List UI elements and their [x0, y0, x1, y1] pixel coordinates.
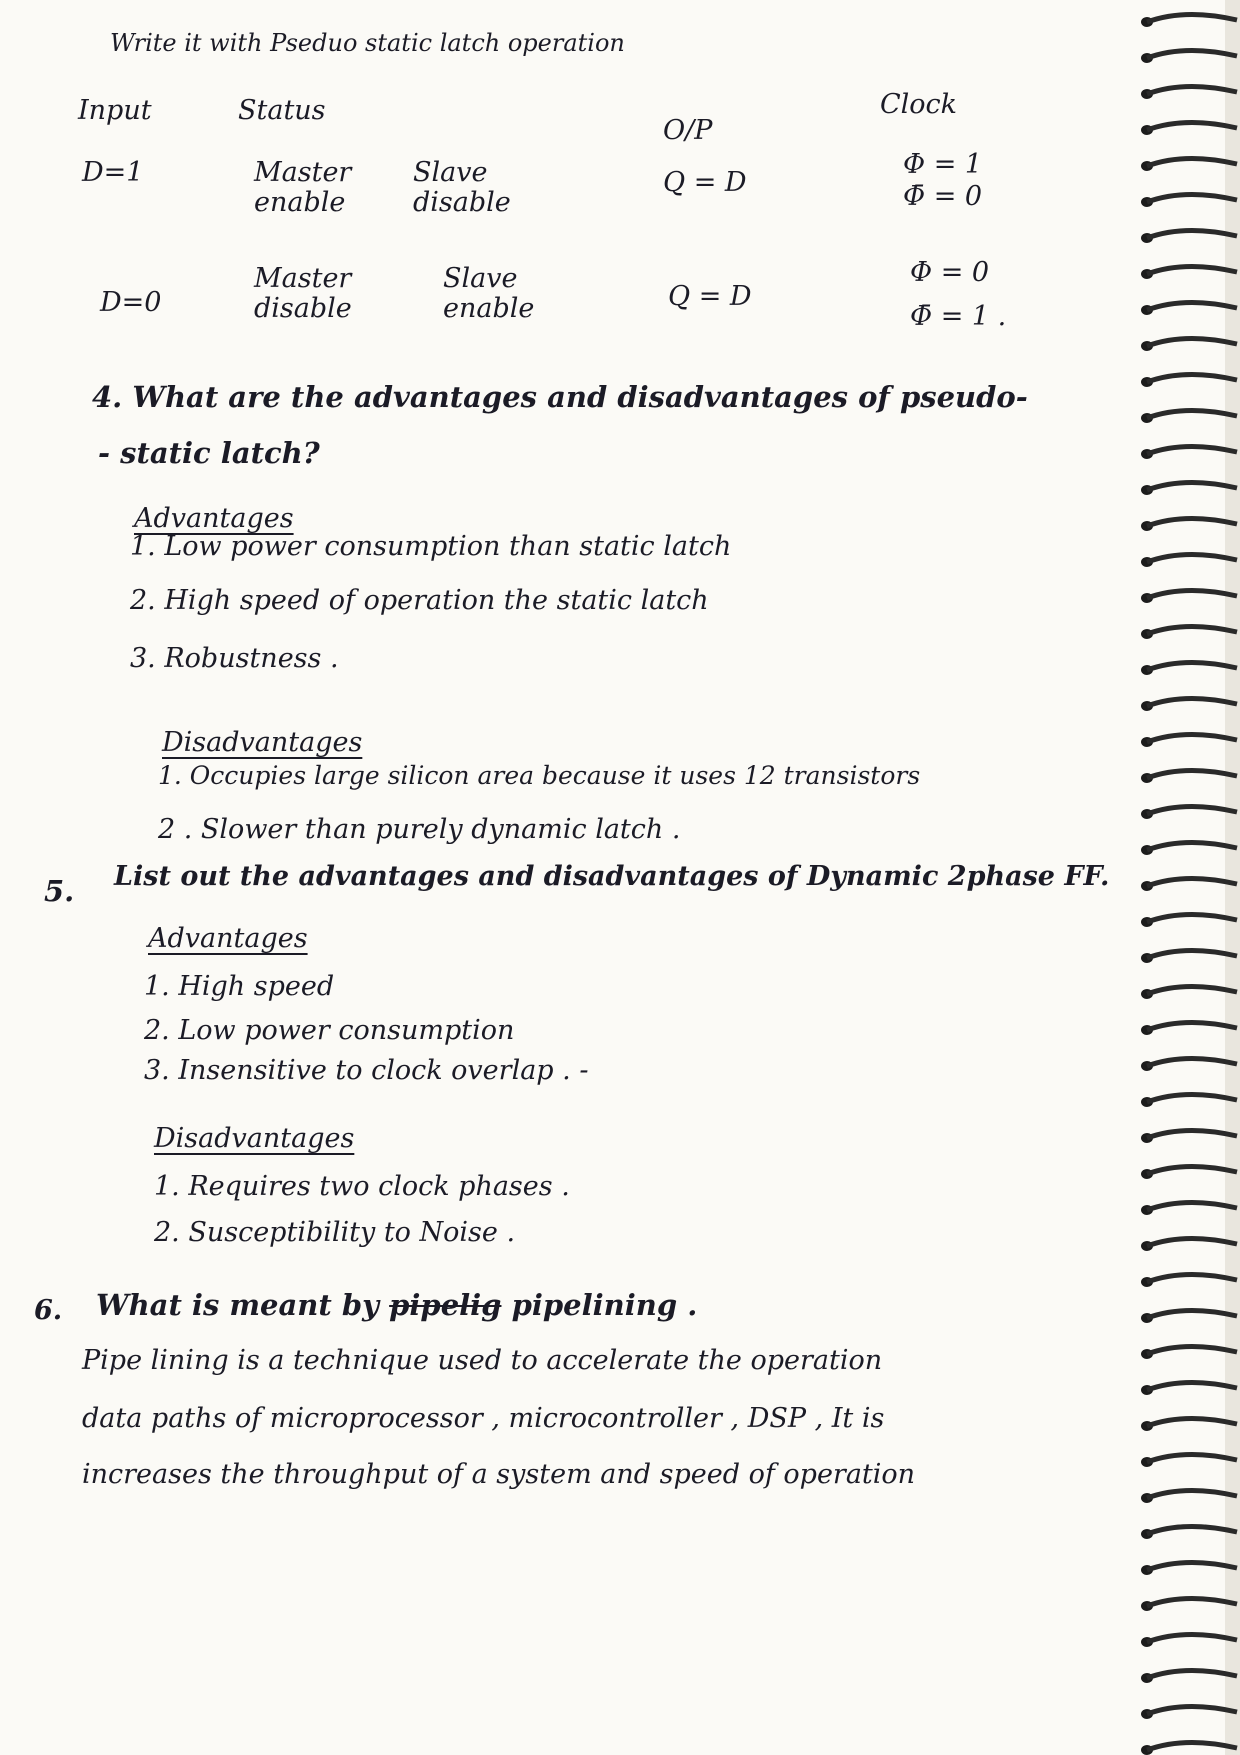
spiral-ring [1147, 770, 1237, 778]
spiral-ring [1147, 410, 1237, 418]
q6-answer-line3: increases the throughput of a system and speed of operation [82, 1459, 916, 1490]
spiral-ring [1147, 1562, 1237, 1570]
spiral-ring [1147, 158, 1237, 166]
spiral-ring [1147, 86, 1237, 94]
q5-advantage-1: 1. High speed [144, 971, 335, 1002]
spiral-ring [1147, 1742, 1237, 1750]
q6-number: 6. [34, 1295, 63, 1326]
spiral-ring [1147, 1706, 1237, 1714]
row1-master: Master enable [254, 157, 352, 218]
q5-advantage-2: 2. Low power consumption [144, 1015, 515, 1046]
row1-slave: Slave disable [413, 157, 511, 218]
page-title: Write it with Pseduo static latch operation [110, 29, 625, 57]
q5-number: 5. [44, 874, 75, 908]
row2-slave: Slave enable [443, 263, 535, 324]
spiral-ring [1147, 14, 1237, 22]
row2-master: Master disable [254, 263, 352, 324]
spiral-ring [1147, 266, 1237, 274]
spiral-ring [1147, 1310, 1237, 1318]
q4-advantages-title: Advantages [134, 503, 294, 534]
header-clock: Clock [880, 89, 958, 120]
q5-disadvantage-2: 2. Susceptibility to Noise . [154, 1217, 516, 1248]
spiral-ring [1147, 1346, 1237, 1354]
row2-clock-phi: Φ = 0 [910, 257, 990, 288]
spiral-ring [1147, 842, 1237, 850]
spiral-ring [1147, 1598, 1237, 1606]
spiral-ring [1147, 302, 1237, 310]
spiral-ring [1147, 950, 1237, 958]
spiral-ring [1147, 986, 1237, 994]
spiral-ring [1147, 878, 1237, 886]
spiral-ring [1147, 698, 1237, 706]
spiral-ring [1147, 338, 1237, 346]
spiral-ring [1147, 1670, 1237, 1678]
spiral-ring [1147, 518, 1237, 526]
spiral-ring [1147, 1418, 1237, 1426]
q6-question [96, 1290, 697, 1322]
q4-disadvantage-1: 1. Occupies large silicon area because it uses 12 transistors [158, 761, 921, 790]
q4-question-line2: - static latch? [98, 436, 320, 470]
q4-disadvantages-title: Disadvantages [162, 727, 363, 758]
q6-answer-line1: Pipe lining is a technique used to accelerate the operation [82, 1345, 883, 1376]
spiral-ring [1147, 1166, 1237, 1174]
header-status: Status [238, 95, 326, 126]
spiral-ring [1147, 1490, 1237, 1498]
spiral-ring [1147, 1238, 1237, 1246]
row1-clock-phibar: Φ̄ = 0 [903, 181, 983, 212]
row2-clock-phibar: Φ̄ = 1 . [910, 301, 1007, 332]
spiral-ring [1147, 1022, 1237, 1030]
spiral-ring [1147, 914, 1237, 922]
q5-disadvantages-title: Disadvantages [154, 1123, 355, 1154]
row1-output: Q = D [663, 167, 747, 198]
spiral-ring [1147, 1454, 1237, 1462]
row2-input: D=0 [100, 287, 162, 318]
q5-question: List out the advantages and disadvantages of Dynamic 2phase FF. [114, 861, 1110, 892]
q4-advantage-3: 3. Robustness . [130, 643, 339, 674]
spiral-binding [1125, 0, 1240, 1755]
spiral-ring [1147, 50, 1237, 58]
q5-advantage-3: 3. Insensitive to clock overlap . - [144, 1055, 589, 1086]
q4-disadvantage-2: 2 . Slower than purely dynamic latch . [158, 814, 681, 845]
spiral-ring [1147, 194, 1237, 202]
q6-answer-line2: data paths of microprocessor , microcontroller , DSP , It is [82, 1403, 885, 1434]
spiral-ring [1147, 554, 1237, 562]
spiral-ring [1147, 1274, 1237, 1282]
header-output: O/P [663, 115, 713, 146]
spiral-ring [1147, 626, 1237, 634]
spiral-ring [1147, 446, 1237, 454]
q4-advantage-1: 1. Low power consumption than static latch [130, 531, 732, 562]
q6-question-suffix: pipelining . [511, 1288, 698, 1322]
spiral-ring [1147, 122, 1237, 130]
q6-question-struck: pipelig [389, 1288, 502, 1322]
q5-disadvantage-1: 1. Requires two clock phases . [154, 1171, 570, 1202]
spiral-ring [1147, 1202, 1237, 1210]
spiral-ring [1147, 590, 1237, 598]
header-input: Input [78, 95, 152, 126]
spiral-ring [1147, 734, 1237, 742]
spiral-ring [1147, 1634, 1237, 1642]
spiral-ring [1147, 1094, 1237, 1102]
row1-clock-phi: Φ = 1 [903, 149, 983, 180]
q5-advantages-title: Advantages [148, 923, 308, 954]
spiral-ring [1147, 806, 1237, 814]
spiral-ring [1147, 662, 1237, 670]
row2-output: Q = D [668, 281, 752, 312]
q6-question-prefix: What is meant by [96, 1288, 380, 1322]
row1-input: D=1 [82, 157, 144, 188]
spiral-ring [1147, 230, 1237, 238]
spiral-ring [1147, 374, 1237, 382]
spiral-ring [1147, 1130, 1237, 1138]
spiral-ring [1147, 482, 1237, 490]
q4-advantage-2: 2. High speed of operation the static latch [130, 585, 709, 616]
spiral-ring [1147, 1526, 1237, 1534]
spiral-ring [1147, 1058, 1237, 1066]
q4-question-line1: 4. What are the advantages and disadvantages of pseudo- [92, 380, 1028, 414]
spiral-ring [1147, 1382, 1237, 1390]
